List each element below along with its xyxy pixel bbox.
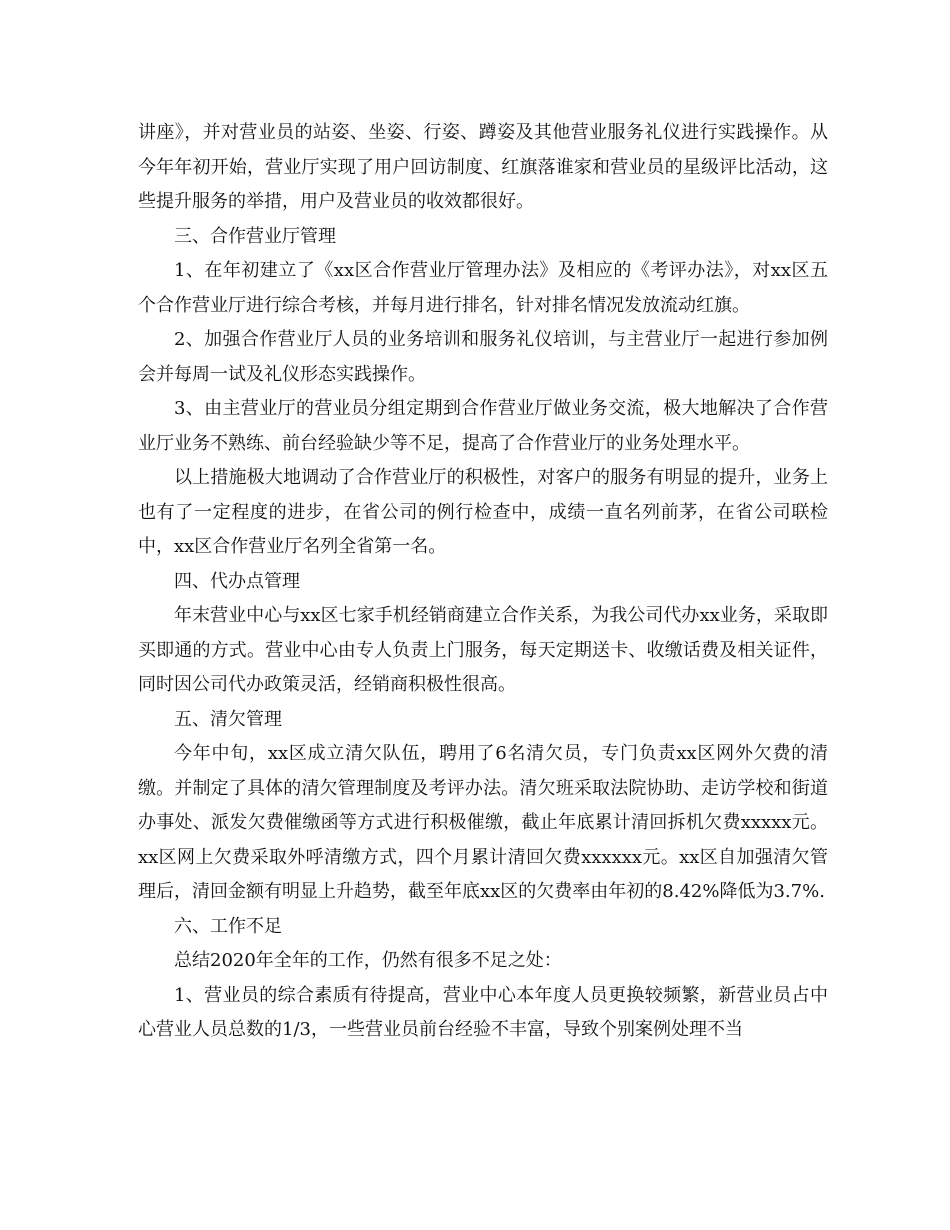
section-heading-shortcomings: 六、工作不足 [174, 915, 282, 937]
section-heading-cooperation-hall: 三、合作营业厅管理 [174, 225, 336, 247]
section-heading-debt-clearing: 五、清欠管理 [174, 708, 282, 730]
paragraph-item-2: 2、加强合作营业厅人员的业务培训和服务礼仪培训，与主营业厅一起进行参加例会并每周一试及礼仪形态实践操作。 [138, 329, 828, 385]
paragraph-summary: 以上措施极大地调动了合作营业厅的积极性，对客户的服务有明显的提升，业务上也有了一定程度的进步，在省公司的例行检查中，成绩一直名列前茅，在省公司联检中，xx区合作营业厅名列全省第一名。 [138, 467, 828, 557]
paragraph-item-1: 1、在年初建立了《xx区合作营业厅管理办法》及相应的《考评办法》，对xx区五个合作营业厅进行综合考核，并每月进行排名，针对排名情况发放流动红旗。 [138, 260, 828, 316]
paragraph-agency: 年末营业中心与xx区七家手机经销商建立合作关系，为我公司代办xx业务，采取即买即通的方式。营业中心由专人负责上门服务，每天定期送卡、收缴话费及相关证件，同时因公司代办政策灵活，经销商积极性很高。 [138, 605, 828, 695]
paragraph-shortcomings-intro: 总结2020年全年的工作，仍然有很多不足之处： [174, 950, 562, 971]
paragraph-continuation: 讲座》，并对营业员的站姿、坐姿、行姿、蹲姿及其他营业服务礼仪进行实践操作。从今年年初开始，营业厅实现了用户回访制度、红旗落谁家和营业员的星级评比活动，这些提升服务的举措，用户及营业员的收效都很好。 [138, 122, 828, 212]
paragraph-debt-clearing: 今年中旬，xx区成立清欠队伍，聘用了6名清欠员，专门负责xx区网外欠费的清缴。并制定了具体的清欠管理制度及考评办法。清欠班采取法院协助、走访学校和街道办事处、派发欠费催缴函等方式进行积极催缴，截止年底累计清回拆机欠费xxxxx元。xx区网上欠费采取外呼清缴方式，四个月累计清回欠费xxxxxx元。xx区自加强清欠管理后，清回金额有明显上升趋势，截至年底xx区的欠费率由年初的8.42%降低为3.7%. [138, 743, 828, 902]
paragraph-item-3: 3、由主营业厅的营业员分组定期到合作营业厅做业务交流，极大地解决了合作营业厅业务不熟练、前台经验缺少等不足，提高了合作营业厅的业务处理水平。 [138, 398, 828, 454]
document-body [138, 116, 828, 1048]
paragraph-shortcoming-1: 1、营业员的综合素质有待提高，营业中心本年度人员更换较频繁，新营业员占中心营业人员总数的1/3，一些营业员前台经验不丰富，导致个别案例处理不当 [138, 984, 828, 1040]
section-heading-agency: 四、代办点管理 [174, 570, 300, 592]
